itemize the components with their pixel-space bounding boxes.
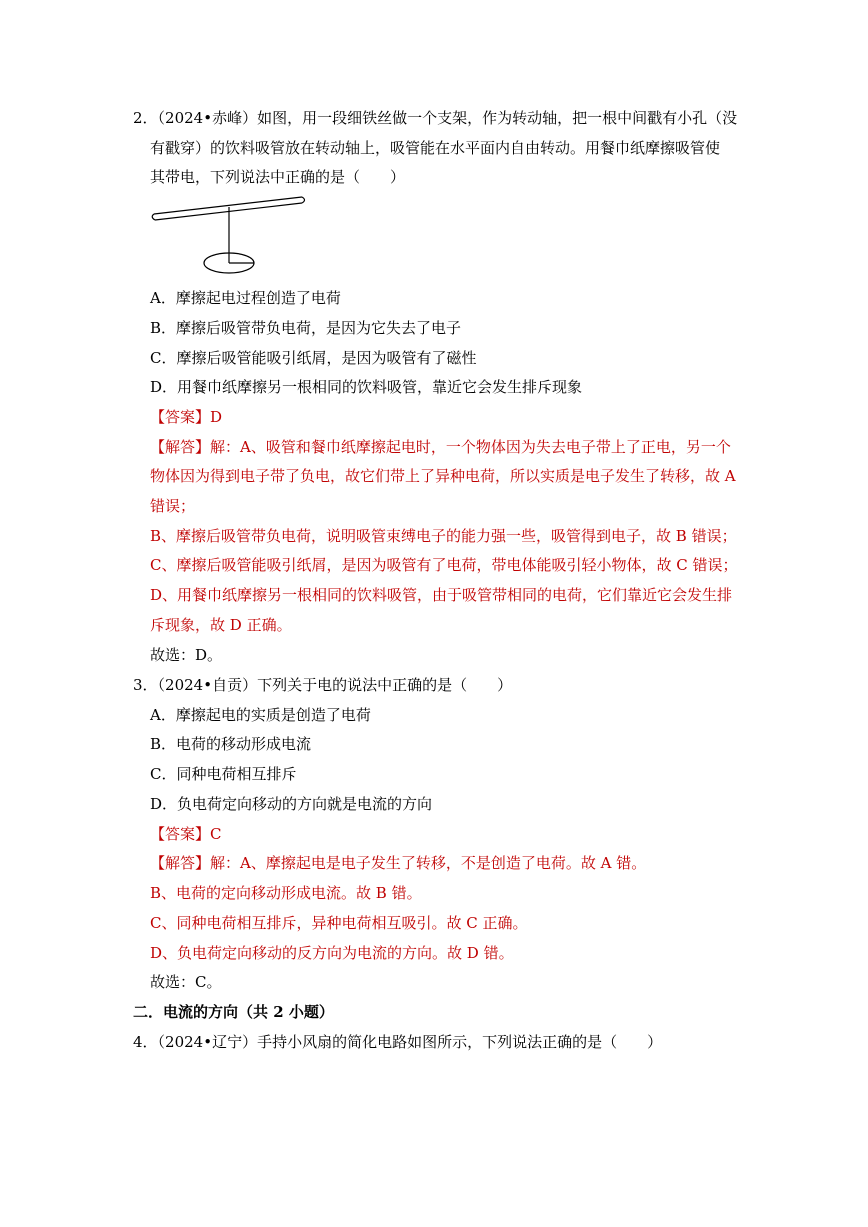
q2-answer-label: 【答案】 (150, 408, 211, 426)
q3-option-a: A．摩擦起电的实质是创造了电荷 (150, 706, 371, 724)
q2-answer-value: D (210, 408, 223, 426)
q2-option-d: D．用餐巾纸摩擦另一根相同的饮料吸管，靠近它会发生排斥现象 (150, 378, 583, 396)
q3-analysis-line-1 (150, 853, 646, 873)
straw-on-pivot-figure (150, 190, 310, 280)
q2-analysis-line-5: C、摩擦后吸管能吸引纸屑，是因为吸管有了电荷，带电体能吸引轻小物体，故 C 错误； (150, 556, 738, 574)
q2-analysis-line-1 (150, 437, 731, 457)
q2-analysis-line-3: 错误； (150, 497, 196, 515)
q2-stem-line-1: 2．（2024•赤峰）如图，用一段细铁丝做一个支架，作为转动轴，把一根中间戳有小孔（没 (133, 109, 738, 127)
q3-analysis-line-4: D、负电荷定向移动的反方向为电流的方向。故 D 错。 (150, 944, 514, 962)
q3-option-d: D．负电荷定向移动的方向就是电流的方向 (150, 795, 433, 813)
q2-stem-line-2: 有戳穿）的饮料吸管放在转动轴上，吸管能在水平面内自由转动。用餐巾纸摩擦吸管使 (150, 139, 721, 157)
q3-analysis-line-3: C、同种电荷相互排斥，异种电荷相互吸引。故 C 正确。 (150, 914, 528, 932)
q3-stem: 3．（2024•自贡）下列关于电的说法中正确的是（ ） (133, 676, 513, 694)
q4-stem: 4．（2024•辽宁）手持小风扇的简化电路如图所示，下列说法正确的是（ ） (133, 1033, 663, 1051)
q3-answer-value: C (210, 825, 222, 843)
q2-analysis-line-4: B、摩擦后吸管带负电荷，说明吸管束缚电子的能力强一些，吸管得到电子，故 B 错误； (150, 527, 737, 545)
section-title: 二．电流的方向（共 2 小题） (133, 1003, 334, 1021)
q3-option-b: B．电荷的移动形成电流 (150, 735, 312, 753)
q3-answer (150, 824, 222, 844)
q2-analysis-line-2: 物体因为得到电子带了负电，故它们带上了异种电荷，所以实质是电子发生了转移，故 A (150, 467, 736, 485)
q3-choice-line: 故选：C。 (150, 973, 222, 991)
q2-analysis-line-7: 斥现象，故 D 正确。 (150, 616, 292, 634)
q2-stem-line-3: 其带电，下列说法中正确的是（ ） (150, 168, 406, 186)
q2-option-c: C．摩擦后吸管能吸引纸屑，是因为吸管有了磁性 (150, 349, 477, 367)
q2-analysis-text-1: 解：A、吸管和餐巾纸摩擦起电时，一个物体因为失去电子带上了正电，另一个 (210, 438, 731, 456)
q2-option-b: B．摩擦后吸管带负电荷，是因为它失去了电子 (150, 319, 462, 337)
q3-option-c: C．同种电荷相互排斥 (150, 765, 297, 783)
q3-answer-label: 【答案】 (150, 825, 211, 843)
q2-choice-line: 故选：D。 (150, 646, 223, 664)
q3-analysis-text-1: 解：A、摩擦起电是电子发生了转移，不是创造了电荷。故 A 错。 (210, 854, 647, 872)
q3-analysis-label: 【解答】 (150, 854, 211, 872)
q3-analysis-line-2: B、电荷的定向移动形成电流。故 B 错。 (150, 884, 422, 902)
q2-option-a: A．摩擦起电过程创造了电荷 (150, 289, 341, 307)
q2-answer (150, 407, 222, 427)
q2-analysis-line-6: D、用餐巾纸摩擦另一根相同的饮料吸管，由于吸管带相同的电荷，它们靠近它会发生排 (150, 586, 733, 604)
q2-analysis-label: 【解答】 (150, 438, 211, 456)
